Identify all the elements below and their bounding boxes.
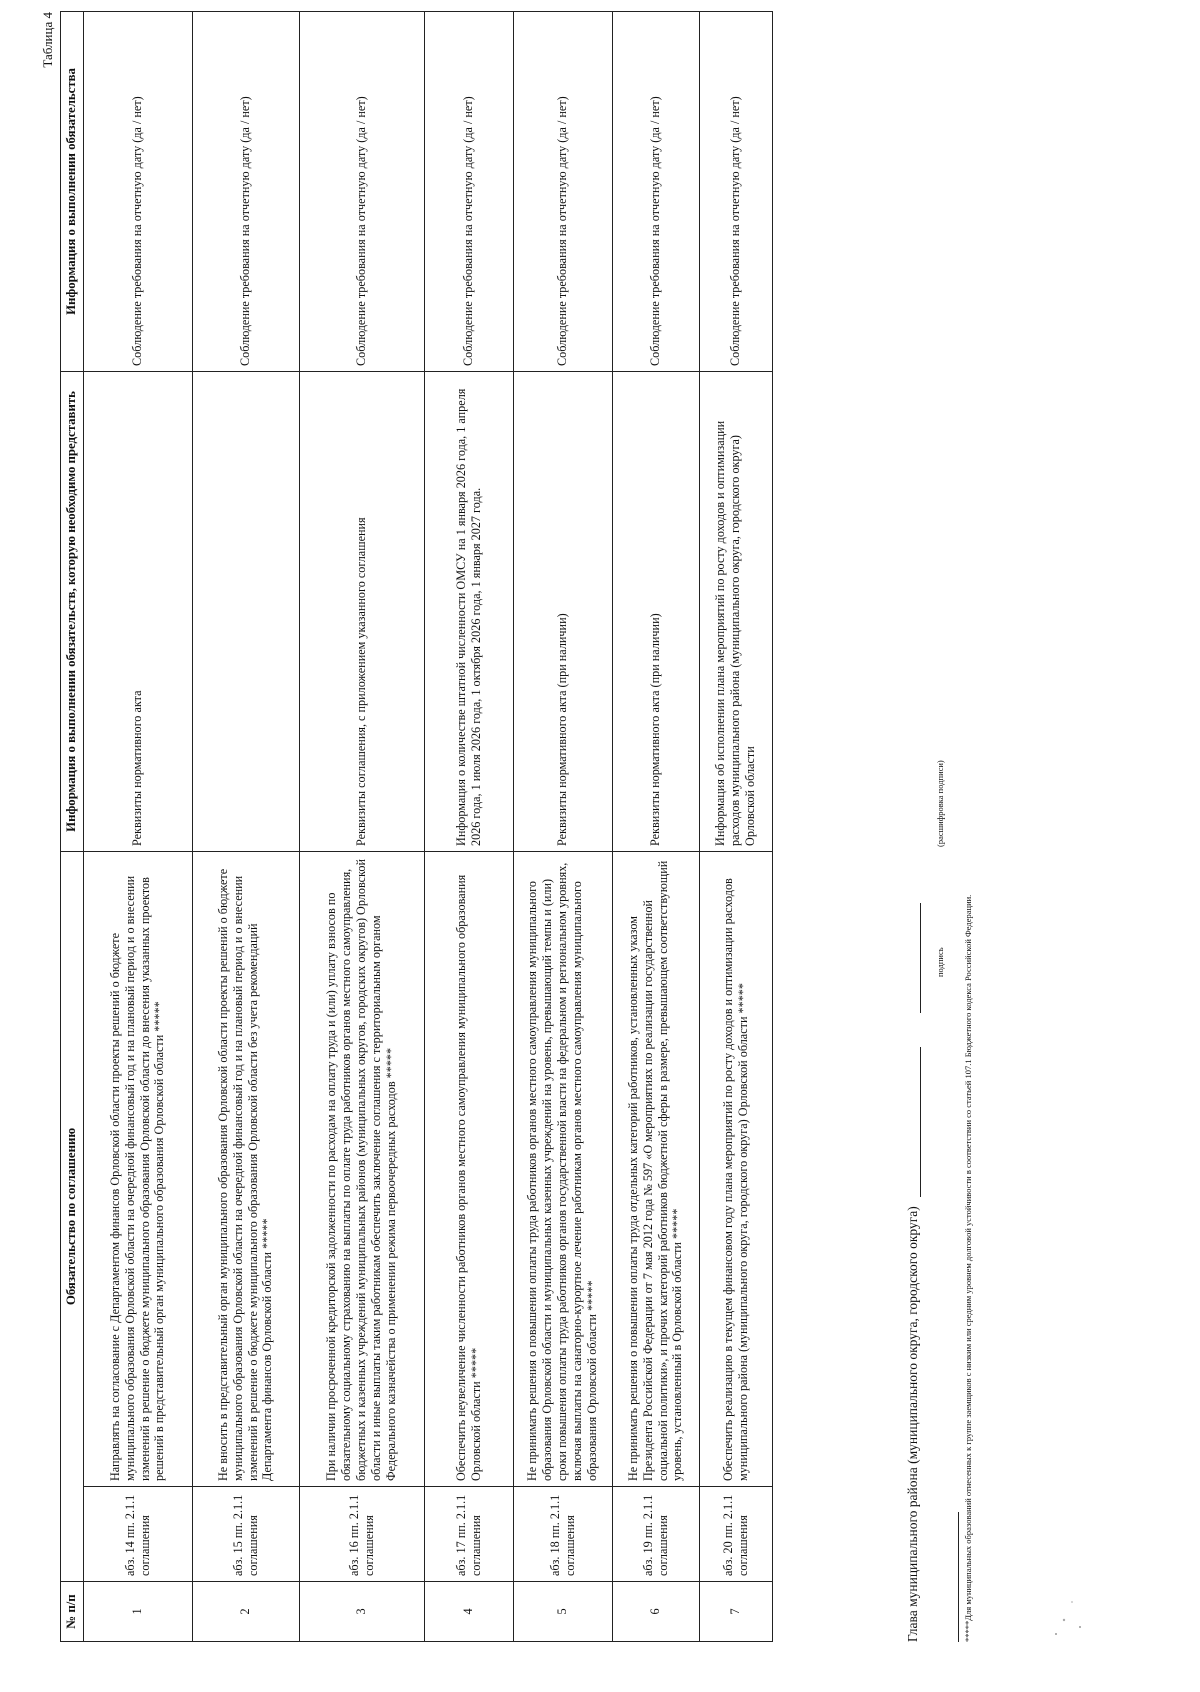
header-info-execution: Информация о выполнении обязательства	[61, 11, 84, 371]
table-row	[192, 11, 299, 1641]
row-execution-info: Соблюдение требования на отчетную дату (да / нет)	[424, 11, 513, 371]
row-obligation: Направлять на согласование с Департаментом финансов Орловской области проекты решений о бюджете муниципального образования Орловской области на очередной финансовый год и на плановый период и о внесении изменений в решение о бюджете муниципального образования Орловской области до внесения указанных проектов решений в представительный орган муниципального образования Орловской области *****	[83, 851, 192, 1486]
table-row	[83, 11, 192, 1641]
row-reference: абз. 20 пп. 2.1.1 соглашения	[699, 1487, 772, 1582]
row-obligation: Обеспечить реализацию в текущем финансовом году плана мероприятий по росту доходов и оптимизации расходов муниципального района (муниципального округа, городского округа) Орловской области *****	[699, 851, 772, 1486]
table-row	[513, 11, 612, 1641]
row-obligation: При наличии просроченной кредиторской задолженности по расходам на оплату труда и (или) уплату взносов по обязательному социальному страхованию на выплаты по оплате труда работников органов местного самоуправления, бюджетных и казенных учреждений муниципальных районов (муниципальных округов, городских округов) Орловской области и иные выплаты таким работникам обеспечить заключение соглашения с территориальным органом Федерального казначейства о применении режима первоочередных расходов *****	[299, 851, 424, 1486]
table-row	[612, 11, 699, 1641]
row-number: 2	[192, 1582, 299, 1642]
row-required-info: Реквизиты нормативного акта (при наличии)	[612, 371, 699, 851]
header-num: № п/п	[61, 1582, 84, 1642]
row-execution-info: Соблюдение требования на отчетную дату (да / нет)	[612, 11, 699, 371]
row-number: 4	[424, 1582, 513, 1642]
row-number: 7	[699, 1582, 772, 1642]
table-header-row	[61, 11, 84, 1641]
signature-caption: подпись	[935, 947, 945, 977]
row-number: 5	[513, 1582, 612, 1642]
row-obligation: Не принимать решения о повышении оплаты труда работников органов местного самоуправления муниципального образования Орловской области и муниципальных казенных учреждений на уровень, превышающий темпы и (или) сроки повышения оплаты труда работников органов государственной власти на федеральном и региональном уровнях, включая выплаты на санаторно-курортное лечение работникам органов местного самоуправления муниципального образования Орловской области *****	[513, 851, 612, 1486]
row-execution-info: Соблюдение требования на отчетную дату (да / нет)	[192, 11, 299, 371]
row-reference: абз. 17 пп. 2.1.1 соглашения	[424, 1487, 513, 1582]
header-obligation: Обязательство по соглашению	[61, 851, 84, 1581]
signature-line	[920, 1047, 921, 1197]
row-reference: абз. 19 пп. 2.1.1 соглашения	[612, 1487, 699, 1582]
footnote: *****Для муниципальных образований отнесенных к группе заемщиков с низким или средним уровнем долговой устойчивости в соответствии со статьей 107.1 Бюджетного кодекса Российской Федерации.	[963, 894, 973, 1642]
obligations-table	[60, 11, 773, 1642]
row-execution-info: Соблюдение требования на отчетную дату (да / нет)	[699, 11, 772, 371]
row-obligation: Не вносить в представительный орган муниципального образования Орловской области проекты решений о бюджете муниципального образования Орловской области на очередной финансовый год и на плановый период и о внесении изменений в решение о бюджете муниципального образования Орловской области без учета рекомендаций Департамента финансов Орловской области *****	[192, 851, 299, 1486]
table-row	[299, 11, 424, 1641]
table-number: Таблица 4	[40, 12, 55, 68]
header-info-required: Информация о выполнении обязательств, которую необходимо представить	[61, 371, 84, 851]
row-required-info: Реквизиты нормативного акта	[83, 371, 192, 851]
decode-line	[920, 903, 921, 1013]
row-obligation: Обеспечить неувеличение численности работников органов местного самоуправления муниципального образования Орловской области *****	[424, 851, 513, 1486]
row-reference: абз. 14 пп. 2.1.1 соглашения	[83, 1487, 192, 1582]
row-execution-info: Соблюдение требования на отчетную дату (да / нет)	[83, 11, 192, 371]
row-number: 3	[299, 1582, 424, 1642]
row-number: 6	[612, 1582, 699, 1642]
row-required-info: Информация о количестве штатной численности ОМСУ на 1 января 2026 года, 1 апреля 2026 года, 1 июля 2026 года, 1 октября 2026 года, 1 января 2027 года.	[424, 371, 513, 851]
scan-noise	[1050, 1582, 1090, 1642]
table-row	[699, 11, 772, 1641]
row-reference: абз. 18 пп. 2.1.1 соглашения	[513, 1487, 612, 1582]
row-required-info: Информация об исполнении плана мероприятий по росту доходов и оптимизации расходов муниципального района (муниципального округа, городского округа) Орловской области	[699, 371, 772, 851]
signature-block	[905, 342, 921, 1642]
row-obligation: Не принимать решения о повышении оплаты труда отдельных категорий работников, установленных указом Президента Российской Федерации от 7 мая 2012 года № 597 «О мероприятиях по реализации государственной социальной политики», и прочих категорий работников бюджетной сферы в размере, превышающем соответствующий уровень, установленный в Орловской области *****	[612, 851, 699, 1486]
head-of-municipality-label: Глава муниципального района (муниципального округа, городского округа)	[905, 1206, 920, 1642]
row-required-info: Реквизиты соглашения, с приложением указанного соглашения	[299, 371, 424, 851]
row-required-info	[192, 371, 299, 851]
footnote-divider	[958, 1512, 959, 1642]
decode-caption: (расшифровка подписи)	[935, 760, 945, 847]
row-reference: абз. 16 пп. 2.1.1 соглашения	[299, 1487, 424, 1582]
row-execution-info: Соблюдение требования на отчетную дату (да / нет)	[513, 11, 612, 371]
row-execution-info: Соблюдение требования на отчетную дату (да / нет)	[299, 11, 424, 371]
row-number: 1	[83, 1582, 192, 1642]
row-required-info: Реквизиты нормативного акта (при наличии)	[513, 371, 612, 851]
row-reference: абз. 15 пп. 2.1.1 соглашения	[192, 1487, 299, 1582]
table-row	[424, 11, 513, 1641]
